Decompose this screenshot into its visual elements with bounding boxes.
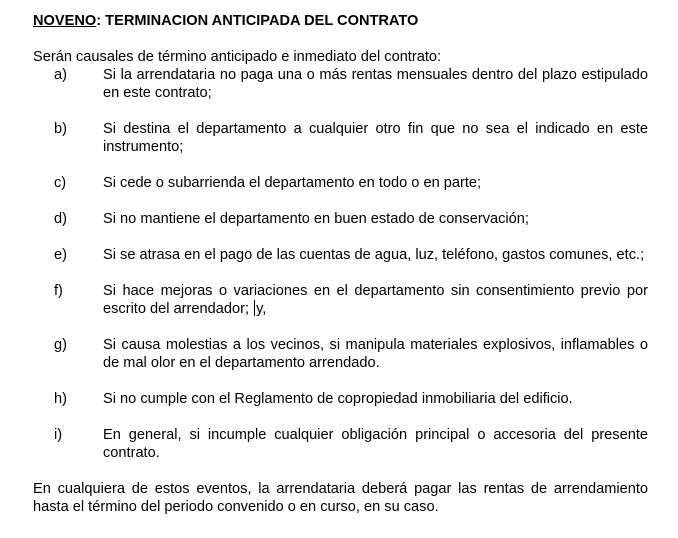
- item-label: h): [54, 391, 67, 407]
- causales-list: [33, 66, 648, 462]
- section-number: NOVENO: [33, 13, 97, 29]
- item-text: Si causa molestias a los vecinos, si manipula materiales explosivos, inflamables o de mal olor en el departamento arrendado.: [103, 337, 648, 371]
- section-heading: [33, 12, 648, 30]
- list-item-b: [33, 120, 648, 156]
- section-title: TERMINACION ANTICIPADA DEL CONTRATO: [101, 13, 419, 29]
- item-label: g): [54, 337, 67, 353]
- item-text-container: [103, 282, 648, 318]
- item-text: En general, si incumple cualquier obligación principal o accesoria del presente contrato.: [103, 427, 648, 461]
- item-label: e): [54, 247, 67, 263]
- list-item-c: [33, 174, 648, 192]
- item-text: Si cede o subarrienda el departamento en todo o en parte;: [103, 175, 482, 191]
- item-label: d): [54, 211, 67, 227]
- item-label: c): [54, 175, 67, 191]
- item-text: Si hace mejoras o variaciones en el departamento sin consentimiento previo por escrito del arrendador;: [103, 283, 648, 317]
- item-label: f): [54, 283, 63, 299]
- item-text: Si destina el departamento a cualquier otro fin que no sea el indicado en este instrumento;: [103, 121, 648, 155]
- item-text: Si no mantiene el departamento en buen estado de conservación;: [103, 211, 529, 227]
- item-text: Si se atrasa en el pago de las cuentas de agua, luz, teléfono, gastos comunes, etc.;: [103, 247, 645, 263]
- document-page: [33, 12, 648, 516]
- item-text: Si la arrendataria no paga una o más rentas mensuales dentro del plazo estipulado en este contrato;: [103, 67, 648, 101]
- list-item-a: [33, 66, 648, 102]
- list-item-f: [33, 282, 648, 318]
- closing-paragraph: En cualquiera de estos eventos, la arrendataria deberá pagar las rentas de arrendamiento hasta el término del periodo convenido o en curso, en su caso.: [33, 481, 648, 515]
- item-text: Si no cumple con el Reglamento de copropiedad inmobiliaria del edificio.: [103, 391, 573, 407]
- list-item-i: [33, 426, 648, 462]
- item-label: a): [54, 67, 67, 83]
- item-text-tail: y,: [256, 301, 267, 317]
- intro-paragraph: Serán causales de término anticipado e inmediato del contrato:: [33, 49, 442, 65]
- heading-colon: :: [96, 13, 102, 29]
- list-item-d: [33, 210, 648, 228]
- list-item-g: [33, 336, 648, 372]
- item-label: b): [54, 121, 67, 137]
- list-item-e: [33, 246, 648, 264]
- text-cursor: [254, 300, 255, 316]
- list-item-h: [33, 390, 648, 408]
- item-label: i): [54, 427, 63, 443]
